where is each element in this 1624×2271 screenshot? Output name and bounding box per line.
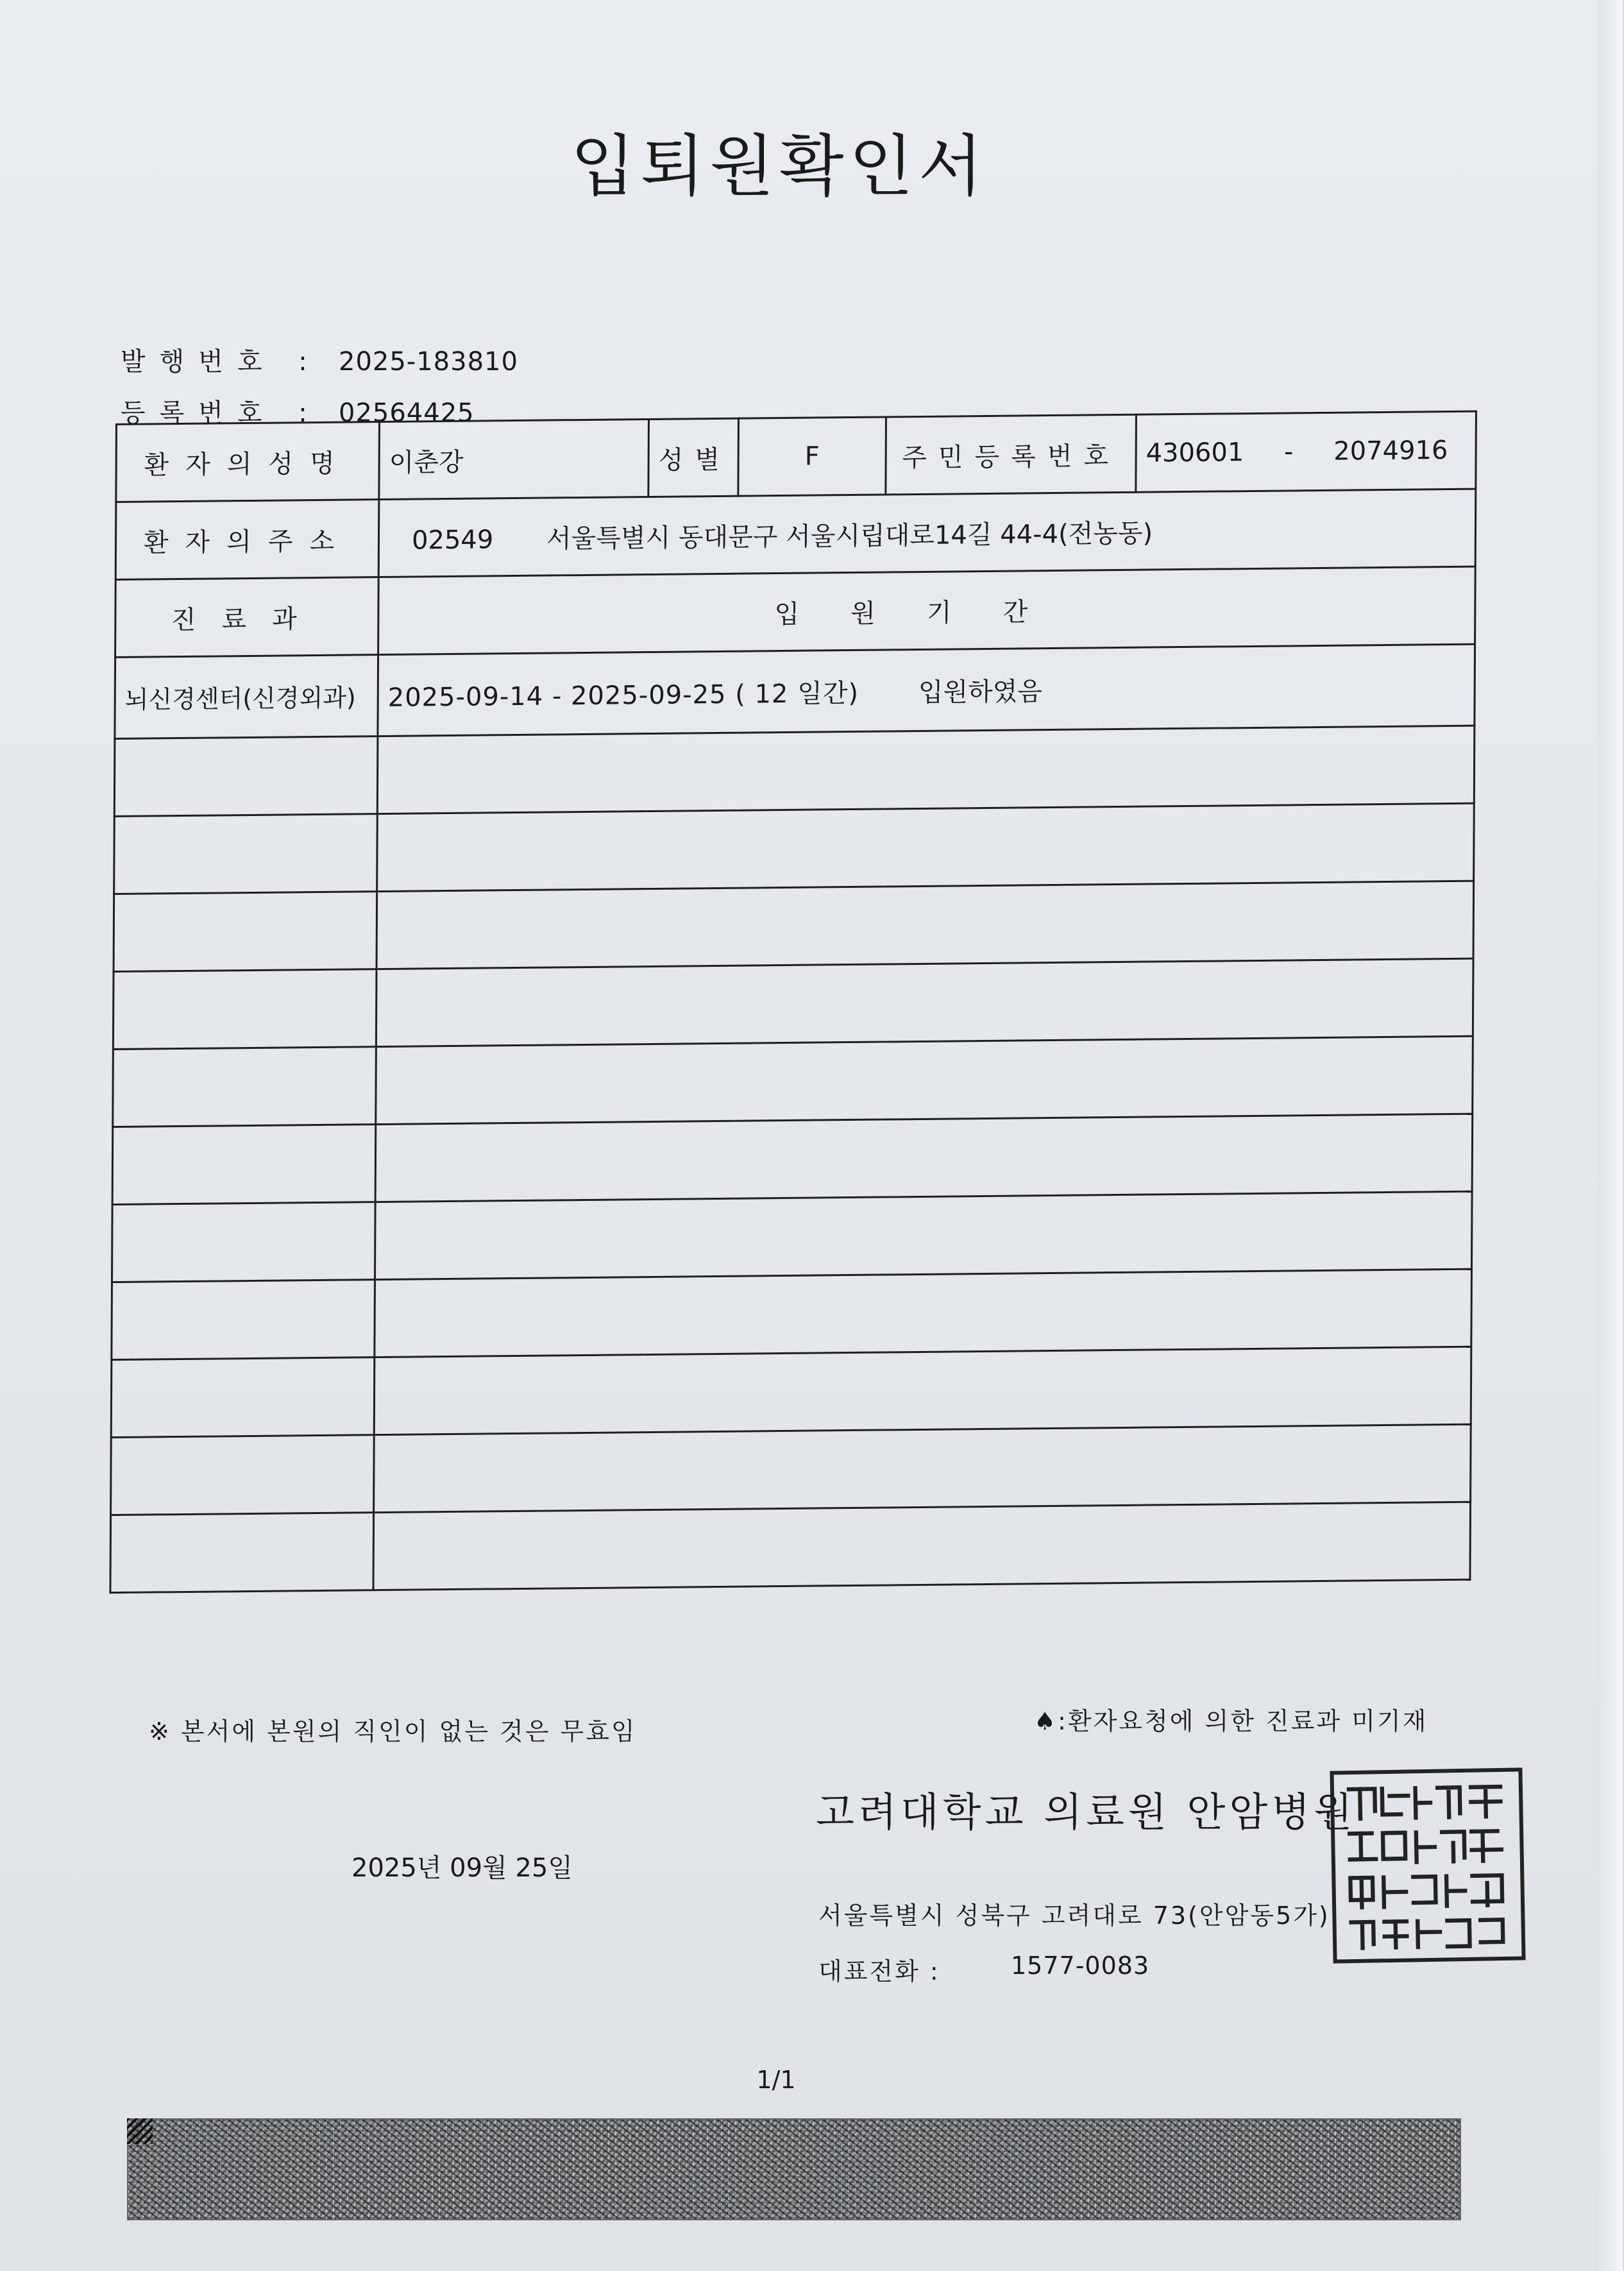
hospital-phone (818, 1952, 1149, 1987)
empty-cell (113, 969, 376, 1050)
dept-header: 진료과 (115, 577, 379, 658)
anti-copy-barcode-strip (127, 2118, 1461, 2220)
barcode-corner-mark (127, 2118, 153, 2144)
document-title: 입퇴원확인서 (570, 127, 988, 205)
empty-cell (377, 726, 1475, 813)
issue-number-label: 발행번호 : (121, 347, 321, 377)
patient-address-row (115, 489, 1476, 579)
page-number: 1/1 (756, 2066, 796, 2094)
patient-address-value (378, 489, 1476, 577)
empty-cell (374, 1424, 1471, 1512)
admission-table-wrapper (109, 411, 1475, 1594)
dept-cell: 뇌신경센터(신경외과) (115, 655, 378, 739)
table-row (111, 1347, 1471, 1437)
empty-cell (376, 881, 1474, 969)
empty-cell (377, 803, 1475, 891)
empty-cell (376, 1036, 1473, 1124)
table-row (114, 881, 1474, 971)
empty-cell (114, 814, 378, 894)
page-edge (1597, 0, 1623, 2271)
empty-cell (376, 958, 1473, 1046)
rrn-label: 주민등록번호 (886, 414, 1137, 495)
issue-number-row (121, 341, 518, 378)
table-row (114, 803, 1475, 894)
phone-value: 1577-0083 (1011, 1952, 1150, 1980)
empty-cell (111, 1435, 375, 1515)
phone-label: 대표전화 : (818, 1957, 940, 1986)
empty-cell (114, 736, 378, 817)
rrn-value (1136, 411, 1476, 492)
patient-name-label: 환자의성명 (116, 422, 380, 502)
sex-value: F (738, 417, 886, 496)
table-header-row (115, 566, 1476, 657)
empty-cell (373, 1502, 1471, 1590)
official-seal-stamp (1330, 1767, 1525, 1963)
registration-number-value: 02564425 (339, 398, 475, 428)
table-row (112, 1191, 1472, 1282)
dept-omission-notice: ♠:환자요청에 의한 진료과 미기재 (1034, 1707, 1428, 1735)
seal-icon (1334, 1772, 1522, 1960)
hospital-address: 서울특별시 성북구 고려대로 73(안암동5가) (818, 1901, 1330, 1930)
table-row (112, 1114, 1473, 1204)
table-row (110, 1502, 1471, 1592)
empty-cell (113, 1047, 376, 1127)
zip-code: 02549 (411, 524, 494, 556)
table-row (111, 1424, 1471, 1515)
issue-number-value: 2025-183810 (339, 347, 518, 377)
empty-cell (110, 1513, 374, 1593)
period-cell (378, 644, 1475, 736)
table-row (115, 644, 1475, 738)
empty-cell (375, 1114, 1473, 1202)
validity-notice: ※ 본서에 본원의 직인이 없는 것은 무효임 (149, 1717, 637, 1746)
empty-cell (111, 1357, 375, 1438)
patient-address-label: 환자의주소 (115, 500, 379, 580)
empty-cell (375, 1269, 1472, 1357)
table-row (113, 958, 1473, 1049)
admission-table (109, 411, 1477, 1594)
period-dates: 2025-09-14 - 2025-09-25 ( 12 일간) (387, 678, 859, 713)
empty-cell (112, 1202, 375, 1282)
empty-cell (112, 1125, 376, 1205)
issue-date: 2025년 09월 25일 (351, 1853, 573, 1883)
table-row (112, 1269, 1472, 1359)
rrn-back: 2074916 (1333, 436, 1448, 466)
table-row (113, 1036, 1473, 1127)
rrn-front: 430601 (1146, 438, 1244, 468)
empty-cell (112, 1280, 375, 1360)
registration-number-label: 등록번호 : (121, 398, 321, 428)
period-header: 입원기간 (378, 566, 1476, 654)
empty-cell (375, 1191, 1472, 1279)
hospital-name: 고려대학교 의료원 안암병원 (816, 1789, 1357, 1835)
empty-cell (374, 1347, 1471, 1434)
patient-name-row (116, 411, 1476, 502)
table-row (114, 726, 1475, 816)
address-text: 서울특별시 동대문구 서울시립대로14길 44-4(전농동) (546, 518, 1153, 554)
empty-cell (114, 892, 377, 972)
sex-label: 성별 (648, 418, 739, 497)
rrn-separator: - (1283, 437, 1294, 467)
patient-name-value: 이춘강 (379, 420, 649, 500)
period-note: 입원하였음 (918, 676, 1043, 708)
